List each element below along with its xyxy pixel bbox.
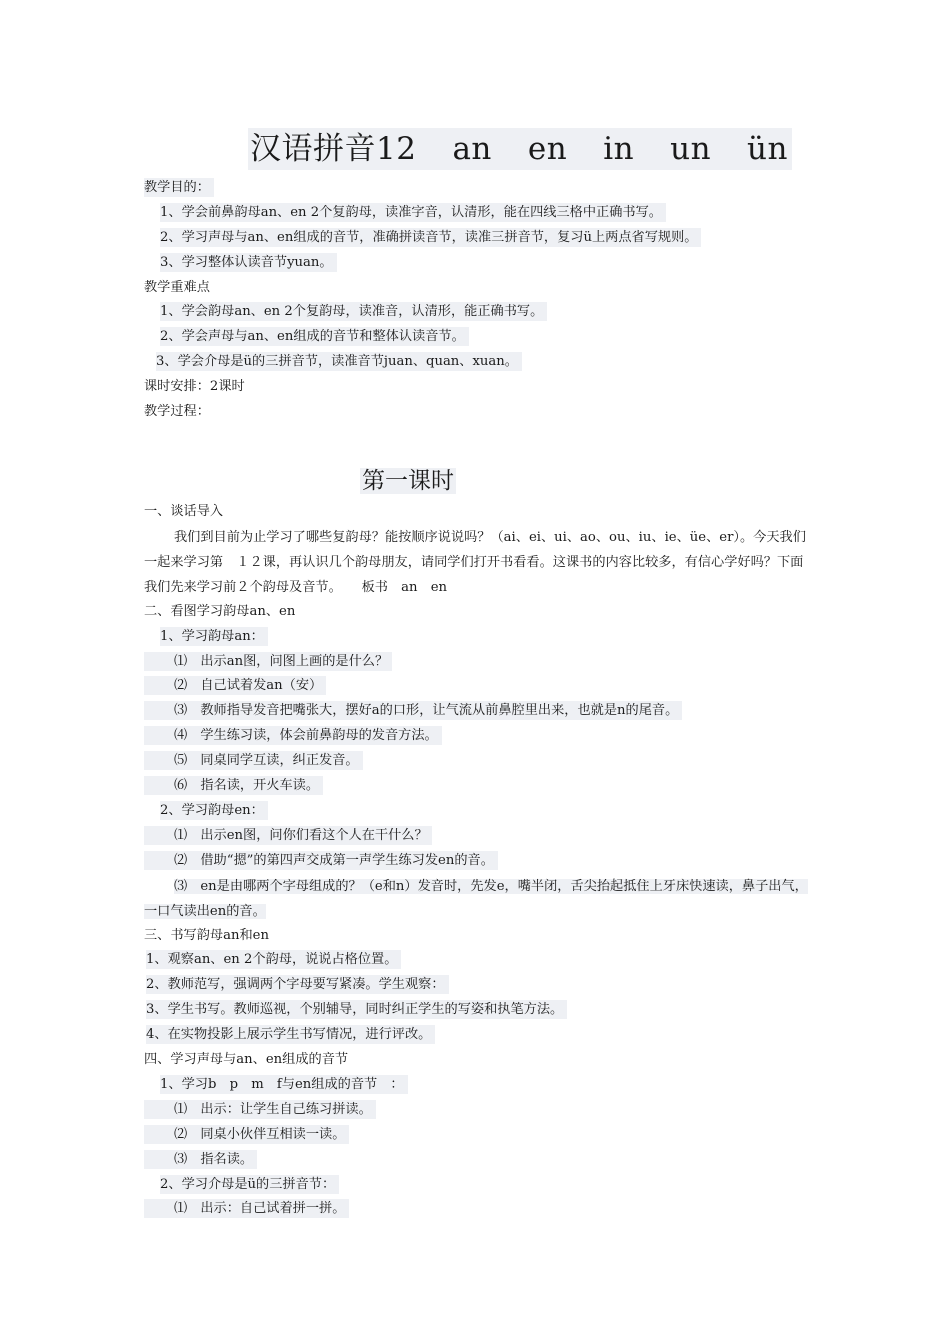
syllable-sub1-heading: 1、学习b p m f与en组成的音节 ： bbox=[144, 1073, 808, 1098]
an-heading: 1、学习韵母an： bbox=[144, 625, 808, 650]
part2-heading: 二、看图学习韵母an、en bbox=[144, 603, 296, 619]
goal-item: 3、学习整体认读音节yuan。 bbox=[144, 251, 808, 276]
an-step: ⑵ 自己试着发an（安） bbox=[144, 674, 808, 699]
title-pinyin-an: an bbox=[452, 131, 492, 167]
goal-item: 2、学习声母与an、en组成的音节，准确拼读音节，读准三拼音节，复习ü上两点省写规则。 bbox=[144, 226, 808, 251]
writing-item: 4、在实物投影上展示学生书写情况，进行评改。 bbox=[144, 1023, 808, 1048]
lesson-title: 第一课时 bbox=[362, 467, 454, 494]
part3-heading: 三、书写韵母an和en bbox=[144, 927, 269, 943]
keypoints-heading: 教学重难点 bbox=[144, 279, 210, 295]
title-main: 汉语拼音12 bbox=[250, 131, 417, 167]
part1-paragraph: 我们到目前为止学习了哪些复韵母？能按顺序说说吗？（ai、ei、ui、ao、ou、iu、ie、üe、er）。今天我们一起来学习第 １２课，再认识几个韵母朋友，请同学们打开书看看。这课书的内容比较多，有信心学好吗？下面我们先来学习前２个韵母及音节。 板书 an en bbox=[144, 529, 806, 595]
syllable-step: ⑶ 指名读。 bbox=[144, 1148, 808, 1173]
keypoint-item: 1、学会韵母an、en 2个复韵母，读准音，认清形，能正确书写。 bbox=[144, 300, 808, 325]
title-pinyin-un: un bbox=[670, 131, 712, 167]
schedule-text: 课时安排：2课时 bbox=[144, 379, 245, 395]
an-step: ⑴ 出示an图，问图上画的是什么？ bbox=[144, 650, 808, 675]
spacer bbox=[144, 425, 808, 462]
syllable-sub2-heading: 2、学习介母是ü的三拼音节： bbox=[144, 1173, 808, 1198]
keypoint-item: 2、学会声母与an、en组成的音节和整体认读音节。 bbox=[144, 325, 808, 350]
title-pinyin-yun: ün bbox=[747, 131, 788, 167]
syllable-step: ⑴ 出示：自己试着拼一拼。 bbox=[144, 1197, 808, 1222]
document-body bbox=[144, 176, 808, 1222]
an-step: ⑹ 指名读，开火车读。 bbox=[144, 774, 808, 799]
en-step: ⑴ 出示en图，问你们看这个人在干什么？ bbox=[144, 824, 808, 849]
en-heading: 2、学习韵母en： bbox=[144, 799, 808, 824]
en-step: ⑶ en是由哪两个字母组成的？（e和n）发音时，先发e，嘴半闭，舌尖抬起抵住上牙床快速读，鼻子出气，一口气读出en的音。 bbox=[144, 878, 808, 919]
part4-heading: 四、学习声母与an、en组成的音节 bbox=[144, 1052, 349, 1068]
en-step: ⑵ 借助“摁”的第四声交成第一声学生练习发en的音。 bbox=[144, 849, 808, 874]
syllable-step: ⑵ 同桌小伙伴互相读一读。 bbox=[144, 1123, 808, 1148]
writing-item: 2、教师范写，强调两个字母要写紧凑。学生观察： bbox=[144, 973, 808, 998]
part1-heading: 一、谈话导入 bbox=[144, 503, 224, 519]
an-step: ⑷ 学生练习读，体会前鼻韵母的发音方法。 bbox=[144, 724, 808, 749]
keypoint-item: 3、学会介母是ü的三拼音节，读准音节juan、quan、xuan。 bbox=[144, 350, 808, 375]
an-step: ⑶ 教师指导发音把嘴张大，摆好a的口形，让气流从前鼻腔里出来，也就是n的尾音。 bbox=[144, 699, 808, 724]
title-pinyin-in: in bbox=[603, 131, 635, 167]
document-title bbox=[248, 128, 792, 170]
writing-item: 3、学生书写。教师巡视，个别辅导，同时纠正学生的写姿和执笔方法。 bbox=[144, 998, 808, 1023]
goals-heading: 教学目的： bbox=[144, 176, 808, 201]
goal-item: 1、学会前鼻韵母an、en 2个复韵母，读准字音，认清形，能在四线三格中正确书写。 bbox=[144, 201, 808, 226]
syllable-step: ⑴ 出示：让学生自己练习拼读。 bbox=[144, 1098, 808, 1123]
writing-item: 1、观察an、en 2个韵母，说说占格位置。 bbox=[144, 948, 808, 973]
process-heading: 教学过程： bbox=[144, 404, 210, 420]
an-step: ⑸ 同桌同学互读，纠正发音。 bbox=[144, 749, 808, 774]
title-pinyin-en: en bbox=[527, 131, 568, 167]
